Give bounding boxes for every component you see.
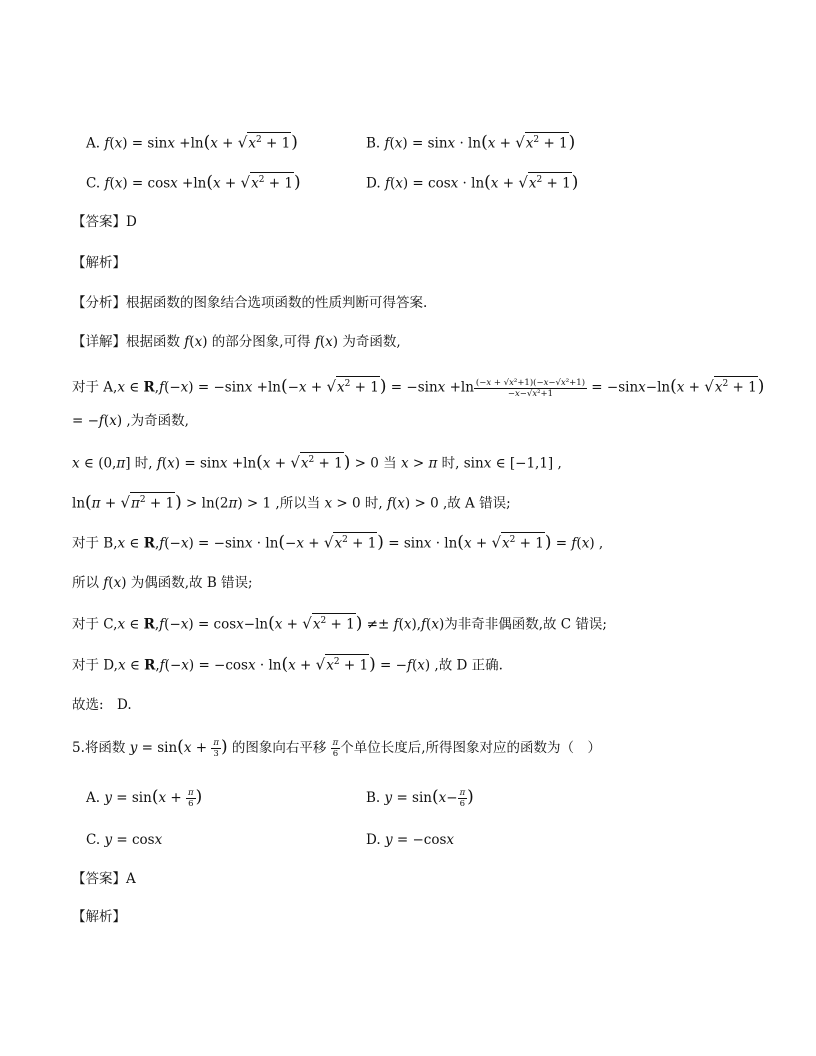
- option-d: D. $f(x) = \cos x \cdot \ln(x + √x^2 + 1)$: [366, 172, 579, 193]
- line-option-d: 对于 D,x ∈ $R,f(-x) = -\cos x \cdot \ln(x + √x^2 + 1) = -f(x)$ ,故 D 正确.: [72, 654, 503, 675]
- q5-option-b: B. y = sin(x− $\frac{\pi}{6}$ ): [366, 787, 474, 809]
- line-option-b: 对于 B,x ∈ $R,f(-x) = -\sin x \cdot \ln(-x + √x^2 + 1) = \sin x \cdot \ln(x + √x^2 + 1) = f(x)$ ,: [72, 532, 604, 553]
- line-ln: $\ln(\pi + √\pi^2 + 1) > \ln(2\pi) > 1$ ,所以当 x > 0 时, f(x) > 0 ,故 A 错误;: [72, 492, 511, 513]
- q5-option-a: A. y = sin(x + $\frac{\pi}{6}$ ): [86, 787, 203, 809]
- line-option-a-cont: = −f(x) ,为奇函数,: [72, 413, 189, 429]
- line-option-a: 对于 A,x ∈ $R,f(-x) = -\sin x +\ln(-x + √x^2 + 1) = -\sin x +\ln$ $\frac{\text{(−x + √x²+1)(−x−√x²+1)}}{\text{−x−√x²+1}}$ = $-\sin x-\ln(x + √x^2 + 1)$: [72, 376, 765, 399]
- line-x-range: x ∈ (0,π] 时, $f(x) = \sin x +\ln(x + √x^2 + 1) > 0$ 当 x > π 时, sinx ∈ [−1,1] ,: [72, 452, 562, 473]
- option-c: C. $f(x) = \cos x +\ln(x + √x^2 + 1)$: [86, 172, 301, 193]
- analysis-tag: 【解析】: [72, 255, 126, 271]
- q5-stem: 5.将函数 y = sin(x + $\frac{\pi}{3}$ ) 的图象向右平移 $\frac{\pi}{6}$ 个单位长度后,所得图象对应的函数为（ ）: [72, 737, 602, 759]
- line-option-c: 对于 C,x ∈ $R,f(-x) = \cos x-\ln(x + √x^2 + 1) \ne\pm f(x),f(x)$为非奇非偶函数,故 C 错误;: [72, 613, 607, 634]
- q5-option-c: C. y = cosx: [86, 832, 163, 848]
- choose-line: 故选: D.: [72, 697, 132, 713]
- option-b: B. $f(x) = \sin x \cdot \ln(x + √x^2 + 1)$: [366, 132, 576, 153]
- answer-line: 【答案】D: [72, 214, 137, 230]
- fenxi-line: 【分析】根据函数的图象结合选项函数的性质判断可得答案.: [72, 295, 428, 311]
- q5-analysis-tag: 【解析】: [72, 909, 126, 925]
- option-a: A. $f(x) = \sin x +\ln(x + √x^2 + 1)$: [86, 132, 298, 153]
- detail-line: 【详解】根据函数 f(x) 的部分图象,可得 f(x) 为奇函数,: [72, 334, 401, 350]
- line-even: 所以 f(x) 为偶函数,故 B 错误;: [72, 575, 253, 591]
- q5-option-d: D. y = −cosx: [366, 832, 455, 848]
- q5-answer-line: 【答案】A: [72, 871, 136, 887]
